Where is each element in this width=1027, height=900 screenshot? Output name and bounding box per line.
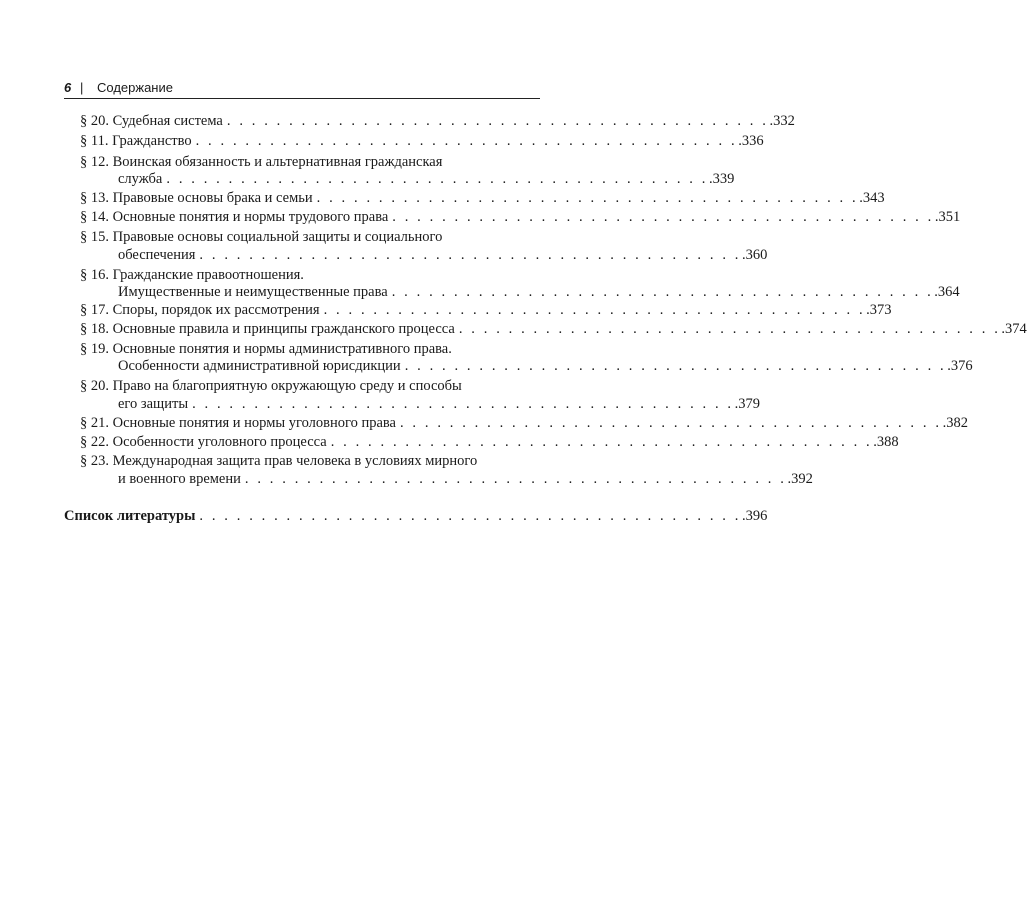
toc-entry-title: § 16. Гражданские правоотношения. — [80, 267, 304, 283]
toc-entry-page: .343 — [859, 190, 885, 206]
header-separator: | — [80, 80, 84, 95]
toc-entry-page: .332 — [769, 113, 795, 129]
toc-leader: . . . . . . . . . . . . . . . . . . . . . . . . . . . . . . . . . . . . . . . . . . . . — [392, 209, 934, 225]
toc-leader: . . . . . . . . . . . . . . . . . . . . . . . . . . . . . . . . . . . . . . . . . . . . — [399, 415, 942, 431]
toc-entry-page: .374 — [1001, 321, 1027, 337]
toc-entry-title-cont: обеспечения — [118, 247, 196, 263]
toc-entry-title: § 20. Судебная система — [80, 113, 223, 129]
toc-entry-title-cont: служба — [118, 171, 163, 187]
toc-entry-title: § 13. Правовые основы брака и семьи — [80, 190, 313, 206]
toc-entry-title: § 18. Основные правила и принципы гражданского процесса — [80, 321, 455, 337]
section-title: Содержание — [97, 80, 173, 95]
toc-leader: . . . . . . . . . . . . . . . . . . . . . . . . . . . . . . . . . . . . . . . . . . . . — [404, 358, 947, 374]
toc-entry-title: § 15. Правовые основы социальной защиты и социального — [80, 229, 443, 245]
toc-entry-title: Список литературы — [64, 508, 196, 524]
toc-leader: . . . . . . . . . . . . . . . . . . . . . . . . . . . . . . . . . . . . . . . . . . . . — [192, 396, 734, 412]
toc-entry-page: .382 — [942, 415, 968, 431]
toc-entry-title: § 22. Особенности уголовного процесса — [80, 434, 327, 450]
toc-leader: . . . . . . . . . . . . . . . . . . . . . . . . . . . . . . . . . . . . . . . . . . . . — [166, 171, 708, 187]
toc-entry-14[interactable] — [80, 208, 961, 227]
toc-entry-title-cont: его защиты — [118, 396, 189, 412]
toc-leader: . . . . . . . . . . . . . . . . . . . . . . . . . . . . . . . . . . . . . . . . . . . . — [199, 247, 741, 263]
toc-leader: . . . . . . . . . . . . . . . . . . . . . . . . . . . . . . . . . . . . . . . . . . . . — [323, 302, 866, 318]
toc-entry-page: .339 — [708, 171, 735, 187]
toc-entry-page: .392 — [787, 471, 813, 487]
toc-entry-title: § 14. Основные понятия и нормы трудового права — [80, 209, 389, 225]
toc-entry-bibliography[interactable] — [64, 507, 768, 526]
toc-entry-page: .364 — [934, 284, 960, 300]
toc-entry-18[interactable] — [80, 320, 1027, 339]
toc-entry-17[interactable] — [80, 301, 892, 320]
toc-entry-22[interactable] — [80, 433, 899, 452]
toc-leader: . . . . . . . . . . . . . . . . . . . . . . . . . . . . . . . . . . . . . . . . . . . . — [195, 133, 738, 149]
toc-leader: . . . . . . . . . . . . . . . . . . . . . . . . . . . . . . . . . . . . . . . . . . . . — [330, 434, 873, 450]
toc-entry-title: § 19. Основные понятия и нормы административного права. — [80, 341, 452, 357]
toc-entry-11[interactable] — [80, 132, 764, 151]
toc-entry-page: .360 — [742, 247, 768, 263]
toc-entry-title-cont: Особенности административной юрисдикции — [118, 358, 401, 374]
toc-entry-title: § 20. Право на благоприятную окружающую среду и способы — [80, 378, 462, 394]
toc-leader: . . . . . . . . . . . . . . . . . . . . . . . . . . . . . . . . . . . . . . . . . . . . — [226, 113, 769, 129]
toc-entry-title: § 11. Гражданство — [80, 133, 192, 149]
toc-entry-title: § 12. Воинская обязанность и альтернативная гражданская — [80, 154, 443, 170]
toc-entry-21[interactable] — [80, 414, 968, 433]
toc-entry-page: .376 — [947, 358, 973, 374]
toc-entry-page: .379 — [734, 396, 761, 412]
toc-leader: . . . . . . . . . . . . . . . . . . . . . . . . . . . . . . . . . . . . . . . . . . . . — [199, 508, 741, 524]
toc-entry-page: .336 — [738, 133, 764, 149]
toc-entry-page: .373 — [866, 302, 892, 318]
header-rule — [64, 98, 540, 99]
toc-entry-title-cont: Имущественные и неимущественные права — [118, 284, 388, 300]
toc-entry-20[interactable] — [80, 112, 795, 131]
page-number: 6 — [64, 80, 72, 95]
running-head — [64, 80, 540, 100]
toc-entry-title: § 17. Споры, порядок их рассмотрения — [80, 302, 320, 318]
toc-leader: . . . . . . . . . . . . . . . . . . . . . . . . . . . . . . . . . . . . . . . . . . . . — [391, 284, 934, 300]
toc-entry-title: § 23. Международная защита прав человека в условиях мирного — [80, 453, 478, 469]
toc-entry-page: .351 — [934, 209, 961, 225]
toc-leader: . . . . . . . . . . . . . . . . . . . . . . . . . . . . . . . . . . . . . . . . . . . . — [316, 190, 859, 206]
toc-leader: . . . . . . . . . . . . . . . . . . . . . . . . . . . . . . . . . . . . . . . . . . . . — [244, 471, 787, 487]
toc-entry-title-cont: и военного времени — [118, 471, 241, 487]
toc-entry-page: .388 — [873, 434, 899, 450]
toc-leader: . . . . . . . . . . . . . . . . . . . . . . . . . . . . . . . . . . . . . . . . . . . . — [458, 321, 1001, 337]
toc-entry-13[interactable] — [80, 189, 885, 208]
toc-entry-page: .396 — [741, 508, 768, 524]
toc-entry-title: § 21. Основные понятия и нормы уголовного права — [80, 415, 396, 431]
